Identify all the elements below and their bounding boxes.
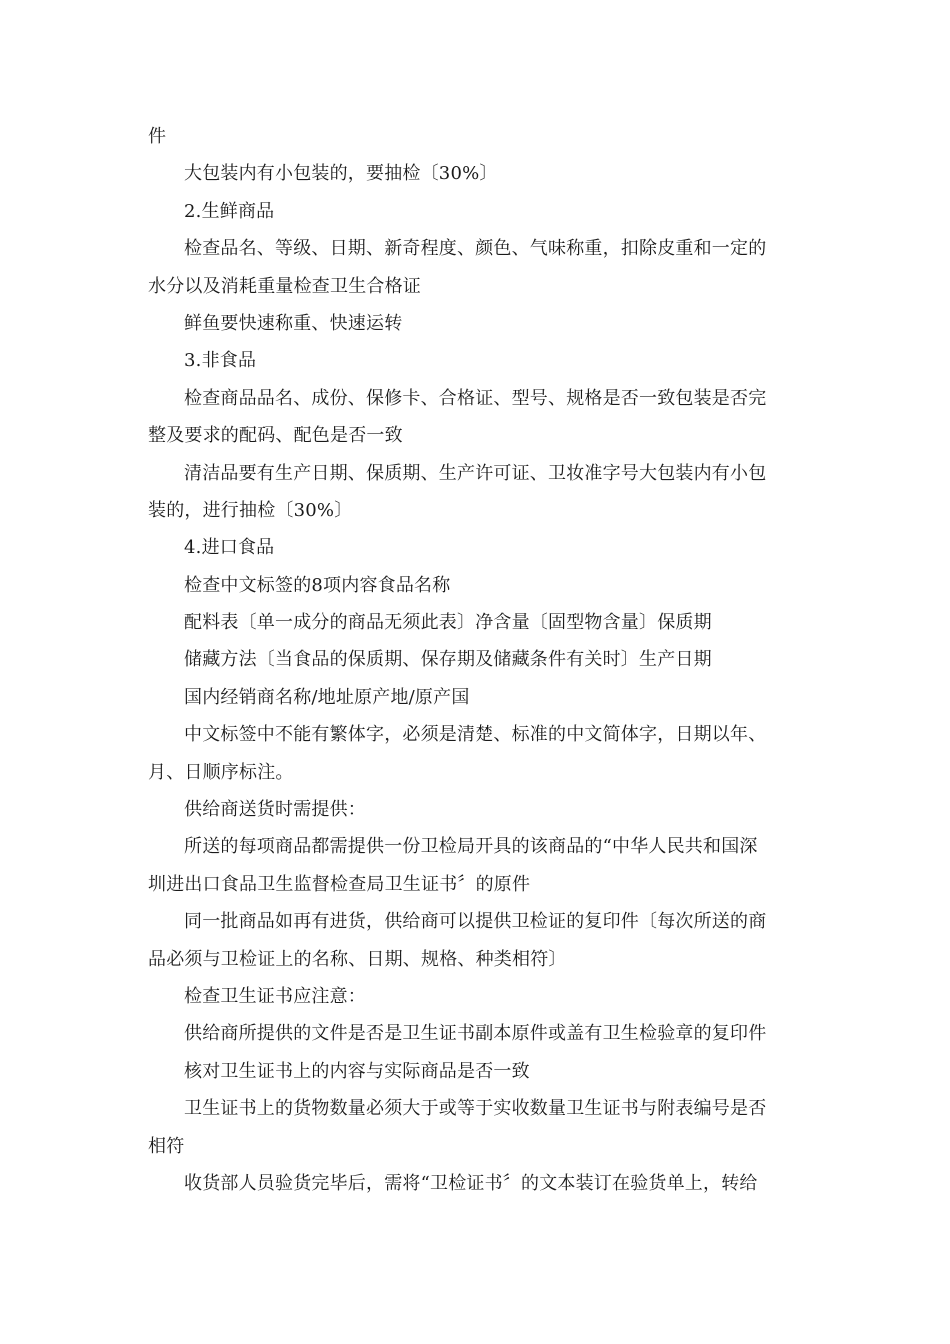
text-line: 检查中文标签的8项内容食品名称 xyxy=(184,574,451,596)
text-line: 同一批商品如再有进货，供给商可以提供卫检证的复印件〔每次所送的商 xyxy=(184,911,767,933)
text-line: 整及要求的配码、配色是否一致 xyxy=(148,425,403,447)
text-line: 储藏方法〔当食品的保质期、保存期及储藏条件有关时〕生产日期 xyxy=(184,649,712,671)
text-line: 供给商所提供的文件是否是卫生证书副本原件或盖有卫生检验章的复印件 xyxy=(184,1023,767,1045)
text-line: 核对卫生证书上的内容与实际商品是否一致 xyxy=(184,1060,530,1082)
text-line: 供给商送货时需提供： xyxy=(184,799,366,821)
text-line: 配料表〔单一成分的商品无须此表〕净含量〔固型物含量〕保质期 xyxy=(184,612,712,634)
text-line: 月、日顺序标注。 xyxy=(148,761,294,783)
text-line: 圳进出口食品卫生监督检查局卫生证书〞的原件 xyxy=(148,873,531,895)
text-line: 中文标签中不能有繁体字，必须是清楚、标准的中文简体字，日期以年、 xyxy=(184,724,767,746)
text-line: 品必须与卫检证上的名称、日期、规格、种类相符〕 xyxy=(148,948,567,970)
text-line: 卫生证书上的货物数量必须大于或等于实收数量卫生证书与附表编号是否 xyxy=(184,1098,767,1120)
text-line: 件 xyxy=(148,126,167,147)
section-heading: 3.非食品 xyxy=(184,350,257,372)
text-line: 鲜鱼要快速称重、快速运转 xyxy=(184,312,403,334)
text-line: 国内经销商名称/地址原产地/原产国 xyxy=(184,686,470,708)
text-line: 所送的每项商品都需提供一份卫检局开具的该商品的“中华人民共和国深 xyxy=(184,836,758,858)
text-line: 清洁品要有生产日期、保质期、生产许可证、卫妆准字号大包装内有小包 xyxy=(184,462,767,484)
section-heading: 4.进口食品 xyxy=(184,537,275,559)
text-line: 水分以及消耗重量检查卫生合格证 xyxy=(148,275,421,297)
text-line: 装的，进行抽检〔30%〕 xyxy=(148,499,353,521)
text-line: 收货部人员验货完毕后，需将“卫检证书〞的文本装订在验货单上，转给 xyxy=(184,1172,758,1194)
text-line: 相符 xyxy=(148,1135,185,1157)
document-body xyxy=(148,118,808,1202)
section-heading: 2.生鲜商品 xyxy=(184,200,275,222)
text-line: 检查卫生证书应注意： xyxy=(184,985,366,1007)
text-line: 检查商品品名、成份、保修卡、合格证、型号、规格是否一致包装是否完 xyxy=(184,387,767,409)
text-line: 检查品名、等级、日期、新奇程度、颜色、气味称重，扣除皮重和一定的 xyxy=(184,238,767,260)
text-line: 大包装内有小包装的，要抽检〔30%〕 xyxy=(184,163,498,185)
